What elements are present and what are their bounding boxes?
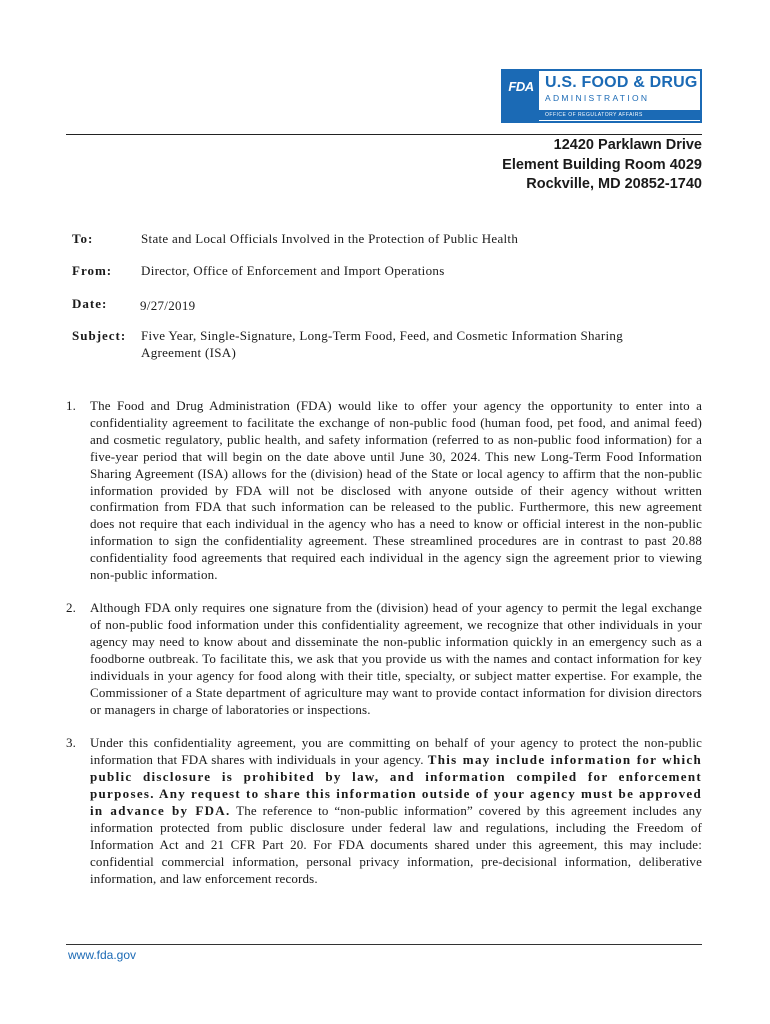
paragraph-number: 2.: [66, 600, 77, 616]
paragraph-text-bold: This may include information for which public disclosure is prohibited by law, and information compiled for enforcement purposes. Any request to share this information outside of your agency must be approved in advance by FDA.: [90, 752, 702, 818]
paragraph-number: 3.: [66, 735, 77, 751]
paragraph-2: [66, 600, 702, 718]
paragraph-1: [66, 398, 702, 584]
memo-subject-line-1: Five Year, Single-Signature, Long-Term Food, Feed, and Cosmetic Information Sharing: [141, 328, 624, 343]
fda-logo: [501, 69, 702, 123]
memo-subject-row: [72, 328, 624, 360]
memo-from-value: Director, Office of Enforcement and Import Operations: [141, 263, 445, 278]
address-line-1: 12420 Parklawn Drive: [553, 137, 702, 153]
fda-logo-text: [539, 71, 700, 121]
memo-from-row: [72, 263, 445, 279]
address-line-3: Rockville, MD 20852-1740: [526, 176, 702, 192]
paragraph-text-start: Under this confidentiality agreement, you are committing on behalf of your agency to protect the non-public information that FDA shares with individuals in your agency.: [90, 735, 702, 768]
paragraph-text-end: The reference to “non-public information” covered by this agreement includes any information protected from public disclosure under federal law and regulations, including the Freedom of Information Act and 21 CFR Part 20. For FDA documents shared under this agreement, this may include: confidential commercial information, personal privacy information, pre-decisional information, deliberative information, and law enforcement records.: [90, 802, 702, 886]
fda-logo-mark: FDA: [503, 71, 539, 121]
memo-subject-label: Subject:: [72, 328, 127, 343]
memo-date-row: [72, 296, 196, 313]
paragraph-text: The Food and Drug Administration (FDA) would like to offer your agency the opportunity to enter into a confidentiality agreement to facilitate the exchange of non-public food (human food, pet food, and animal feed) and cosmetic regulatory, public health, and safety information (referred to as non-public food information) for a five-year period that will begin on the date above until June 30, 2024. This new Long-Term Food Information Sharing Agreement (ISA) allows for the (division) head of the State or local agency to affirm that the non-public information provided by FDA will not be disclosed with anyone outside of their agency without written confirmation from FDA that such information can be released to the public. Furthermore, this new agreement does not require that each individual in the agency who has a need to know or official interest in the non-public information to sign the confidentiality agreement. These streamlined procedures are in contrast to past 20.88 confidentiality food agreements that required each individual in the agency sign the agreement prior to viewing non-public information.: [90, 398, 702, 583]
paragraph-3: [66, 735, 702, 887]
memo-subject-line-2: Agreement (ISA): [141, 345, 237, 360]
paragraph-text: Although FDA only requires one signature from the (division) head of your agency to permit the legal exchange of non-public food information under this confidentiality agreement, we recognize that other individuals in your agency may need to know about and disseminate the non-public information quickly in an emergency such as a foodborne outbreak. To facilitate this, we ask that you provide us with the names and contact information for key individuals in your agency for food along with their title, specialty, or subject matter expertise. For example, the Commissioner of a State department of agriculture may want to provide contact information for division directors or managers in charge of laboratories or inspections.: [90, 600, 702, 717]
paragraph-number: 1.: [66, 398, 77, 413]
memo-to-row: [72, 231, 519, 247]
memo-date-label: Date:: [72, 296, 108, 311]
memo-body: [66, 398, 702, 904]
logo-administration: ADMINISTRATION: [545, 93, 650, 103]
header-divider: [66, 134, 702, 135]
fda-website-link[interactable]: www.fda.gov: [68, 948, 137, 962]
address-line-2: Element Building Room 4029: [502, 156, 702, 173]
memo-to-value: State and Local Officials Involved in the Protection of Public Health: [141, 231, 519, 246]
memo-from-label: From:: [72, 263, 113, 278]
memo-date-value: 9/27/2019: [140, 298, 196, 313]
memo-to-label: To:: [72, 231, 94, 246]
logo-office: OFFICE OF REGULATORY AFFAIRS: [539, 110, 700, 120]
footer-divider: [66, 944, 702, 945]
paragraph-text: [90, 735, 702, 887]
letterhead-address: [502, 136, 702, 195]
logo-agency-name: U.S. FOOD & DRUG: [545, 74, 698, 91]
